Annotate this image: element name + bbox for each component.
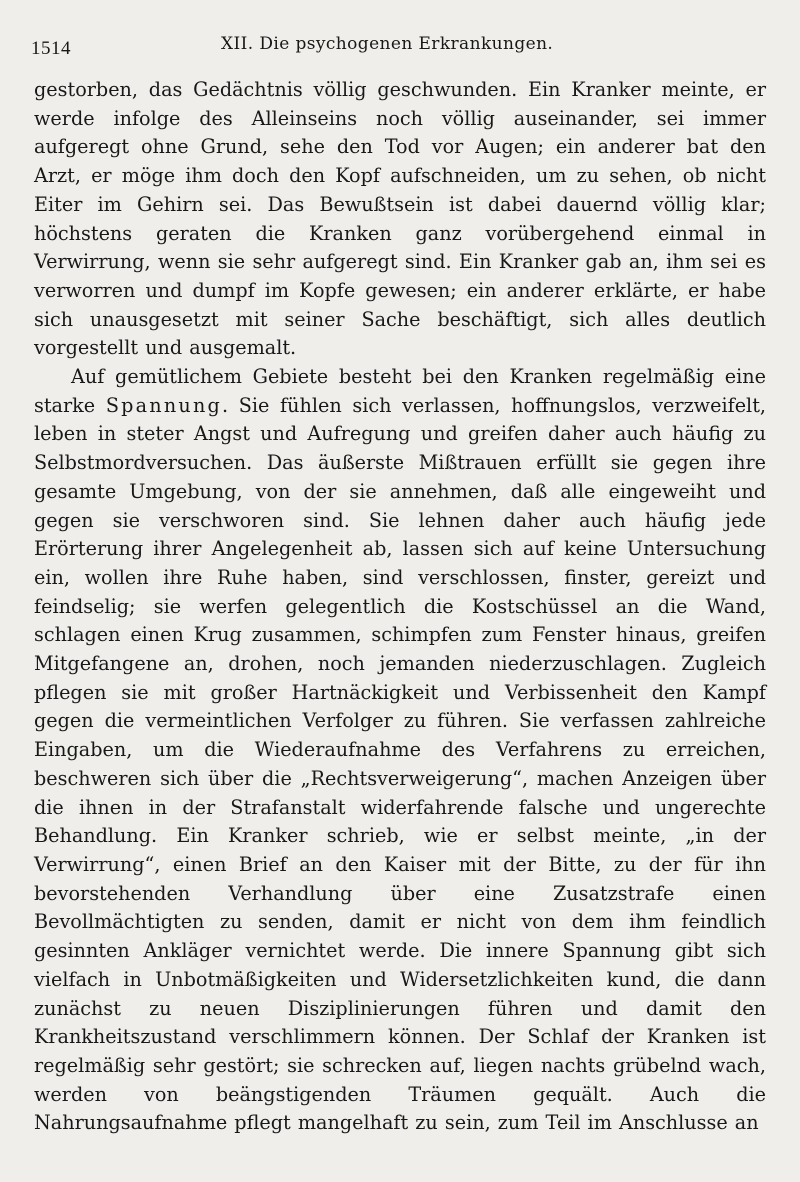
paragraph-1: gestorben, das Gedächtnis völlig geschwunden. Ein Kranker meinte, er werde infolge des Alleinseins noch völlig auseinander, sei immer aufgeregt ohne Grund, sehe den Tod vor Augen; ein anderer bat den Arzt, er möge ihm doch den Kopf aufschneiden, um zu sehen, ob nicht Eiter im Gehirn sei. Das Bewußtsein ist dabei dauernd völlig klar; höchstens geraten die Kranken ganz vorübergehend einmal in Verwirrung, wenn sie sehr aufgeregt sind. Ein Kranker gab an, ihm sei es verworren und dumpf im Kopfe gewesen; ein anderer erklärte, er habe sich unausgesetzt mit seiner Sache beschäftigt, sich alles deutlich vorgestellt und ausgemalt. [34, 78, 766, 360]
paragraph-2-rest: . Sie fühlen sich verlassen, hoffnungslos, verzweifelt, leben in steter Angst und Aufregung und greifen daher auch häufig zu Selbstmordversuchen. Das äußerste Mißtrauen erfüllt sie gegen ihre gesamte Umgebung, von der sie annehmen, daß alle eingeweiht und gegen sie verschworen sind. Sie lehnen daher auch häufig jede Erörterung ihrer Angelegenheit ab, lassen sich auf keine Untersuchung ein, wollen ihre Ruhe haben, sind verschlossen, finster, gereizt und feindselig; sie werfen gelegentlich die Kostschüssel an die Wand, schlagen einen Krug zusammen, schimpfen zum Fenster hinaus, greifen Mitgefangene an, drohen, noch jemanden niederzuschlagen. Zugleich pflegen sie mit großer Hartnäckigkeit und Verbissenheit den Kampf gegen die vermeintlichen Verfolger zu führen. Sie verfassen zahlreiche Eingaben, um die Wiederaufnahme des Verfahrens zu erreichen, beschweren sich über die „Rechtsverweigerung“, machen Anzeigen über die ihnen in der Strafanstalt widerfahrende falsche und ungerechte Behandlung. Ein Kranker schrieb, wie er selbst meinte, „in der Verwirrung“, einen Brief an den Kaiser mit der Bitte, zu der für ihn bevorstehenden Verhandlung über eine Zusatzstrafe einen Bevollmächtigten zu senden, damit er nicht von dem ihm feindlich gesinnten Ankläger vernichtet werde. Die innere Spannung gibt sich vielfach in Unbotmäßigkeiten und Widersetzlichkeiten kund, die dann zunächst zu neuen Disziplinierungen führen und damit den Krankheitszustand verschlimmern können. Der Schlaf der Kranken ist regelmäßig sehr gestört; sie schrecken auf, liegen nachts grübelnd wach, werden von beängstigenden Träumen gequält. Auch die Nahrungsaufnahme pflegt mangelhaft zu sein, zum Teil im Anschlusse an [34, 393, 766, 1135]
page-number: 1514 [31, 38, 71, 59]
paragraph-2 [34, 363, 766, 1138]
paragraph-2-start: Auf gemütlichem Gebiete besteht bei den Kranken regelmäßig eine starke [34, 365, 766, 417]
body-text [34, 76, 766, 1138]
emphasized-term: Spannung [105, 393, 222, 417]
running-head: XII. Die psychogenen Erkrankungen. [221, 34, 554, 54]
page-header [31, 32, 766, 72]
